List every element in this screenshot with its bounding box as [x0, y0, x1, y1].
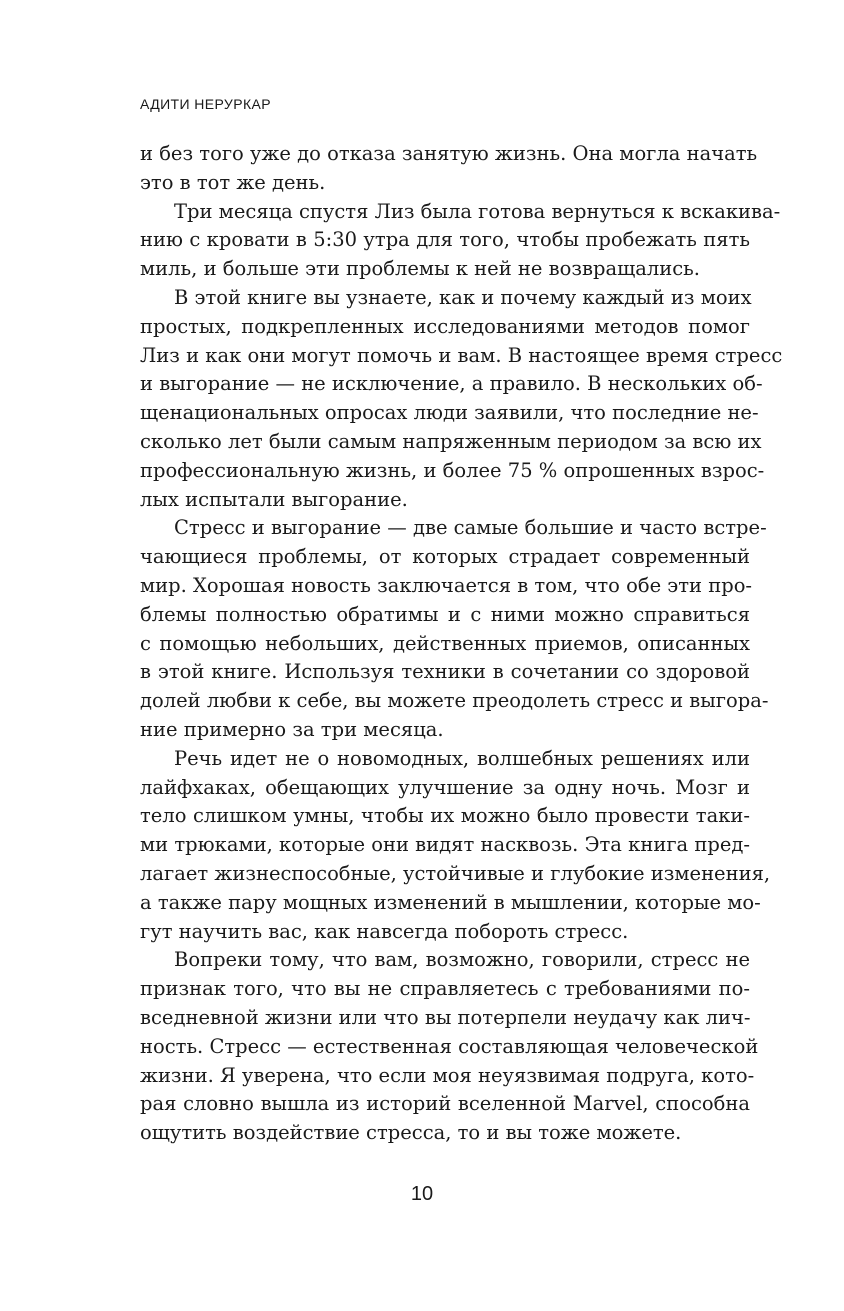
- text-line: вседневной жизни или что вы потерпели неудачу как лич-: [140, 1005, 751, 1029]
- text-line: лагает жизнеспособные, устойчивые и глубокие изменения,: [140, 861, 771, 885]
- text-line: признак того, что вы не справляетесь с требованиями по-: [140, 977, 750, 1001]
- text-line: тело слишком умны, чтобы их можно было провести таки-: [140, 804, 750, 828]
- text-line: ние примерно за три месяца.: [140, 717, 444, 741]
- text-line: жизни. Я уверена, что если моя неуязвимая подруга, кото-: [140, 1063, 755, 1087]
- text-line: и выгорание — не исключение, а правило. В нескольких об-: [140, 372, 763, 396]
- text-line: блемы полностью обратимы и с ними можно справиться: [140, 602, 750, 626]
- text-line: долей любви к себе, вы можете преодолеть стресс и выгора-: [140, 689, 769, 713]
- text-line: простых, подкрепленных исследованиями методов помог: [140, 314, 750, 338]
- body-text: [140, 140, 783, 1148]
- text-line: рая словно вышла из историй вселенной Marvel, способна: [140, 1092, 750, 1116]
- text-line: Стресс и выгорание — две самые большие и часто встре-: [174, 516, 767, 540]
- text-line: в этой книге. Используя техники в сочетании со здоровой: [140, 660, 750, 684]
- text-line: чающиеся проблемы, от которых страдает современный: [140, 545, 750, 569]
- text-line: сколько лет были самым напряженным периодом за всю их: [140, 429, 762, 453]
- text-line: В этой книге вы узнаете, как и почему каждый из моих: [174, 285, 752, 309]
- text-line: это в тот же день.: [140, 170, 326, 194]
- text-line: а также пару мощных изменений в мышлении, которые мо-: [140, 890, 761, 914]
- text-line: и без того уже до отказа занятую жизнь. Она могла начать: [140, 142, 758, 165]
- running-head-author: АДИТИ НЕРУРКАР: [140, 96, 271, 112]
- text-line: Речь идет не о новомодных, волшебных решениях или: [174, 746, 750, 770]
- text-line: ми трюками, которые они видят насквозь. Эта книга пред-: [140, 833, 750, 857]
- text-line: лайфхаках, обещающих улучшение за одну ночь. Мозг и: [140, 775, 750, 799]
- text-line: профессиональную жизнь, и более 75 % опрошенных взрос-: [140, 458, 765, 482]
- page-number: 10: [410, 1183, 434, 1205]
- text-line: гут научить вас, как навсегда побороть стресс.: [140, 919, 629, 943]
- text-line: ность. Стресс — естественная составляющая человеческой: [140, 1034, 759, 1058]
- text-line: миль, и больше эти проблемы к ней не возвращались.: [140, 257, 700, 281]
- text-line: щенациональных опросах люди заявили, что последние не-: [140, 401, 759, 425]
- text-line: лых испытали выгорание.: [140, 487, 408, 511]
- text-line: Лиз и как они могут помочь и вам. В настоящее время стресс: [140, 343, 783, 367]
- text-line: с помощью небольших, действенных приемов, описанных: [140, 631, 750, 655]
- text-line: мир. Хорошая новость заключается в том, что обе эти про-: [140, 573, 753, 597]
- text-line: ощутить воздействие стресса, то и вы тоже можете.: [140, 1121, 682, 1145]
- text-line: Вопреки тому, что вам, возможно, говорили, стресс не: [174, 948, 750, 972]
- text-line: Три месяца спустя Лиз была готова вернуться к вскакива-: [174, 199, 781, 223]
- text-line: нию с кровати в 5:30 утра для того, чтобы пробежать пять: [140, 228, 750, 252]
